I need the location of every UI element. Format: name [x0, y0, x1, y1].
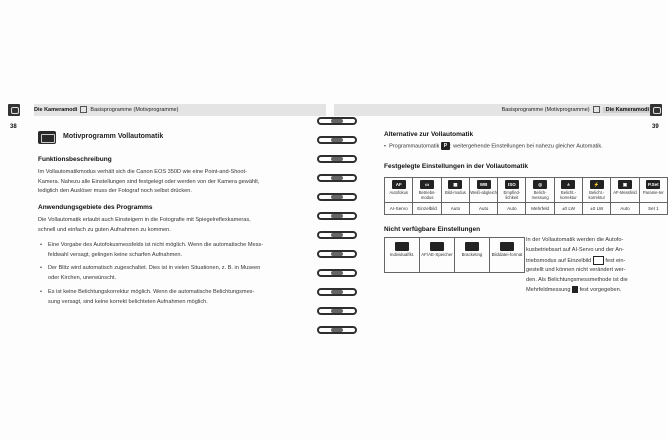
table-cell [385, 238, 420, 273]
program-auto-icon: P [441, 142, 450, 150]
af-point-icon: ▣ [618, 180, 632, 189]
bullet-icon: • [384, 143, 390, 150]
text-line [526, 256, 660, 267]
table-cell [526, 178, 554, 203]
text-line: den. Als Belichtungsmessmethode ist die [526, 277, 628, 284]
table-cell: Auto [441, 203, 469, 215]
section-text [38, 216, 323, 235]
section-text [38, 168, 323, 197]
bullet-icon: • [40, 265, 42, 271]
page-title: Motivprogramm Vollautomatik [63, 133, 164, 140]
bracketing-icon [465, 242, 479, 251]
cell-label: AF/AE-Speicher [421, 252, 453, 257]
header-section: Die Kameramodi [603, 107, 652, 113]
table-cell: AI-Servo [385, 203, 413, 215]
text-line: oder Kirchen, unerwünscht. [48, 274, 117, 281]
section-heading: Alternative zur Vollautomatik [384, 131, 474, 138]
section-heading: Nicht verfügbare Einstellungen [384, 226, 481, 233]
table-cell [583, 178, 611, 203]
section-heading: Festgelegte Einstellungen in der Vollautomatik [384, 163, 528, 170]
text-line: Der Blitz wird automatisch zugeschaltet. Dies ist in vielen Situationen, z. B. in Museen [48, 265, 261, 271]
table-cell: Mehrfeld [526, 203, 554, 215]
bullet-icon: • [40, 289, 42, 295]
square-icon [593, 106, 600, 113]
cell-label: AF-Messfeld [613, 190, 637, 195]
section-heading: Funktionsbeschreibung [38, 156, 112, 163]
ae-lock-icon [430, 242, 444, 251]
text-line: schnell und einfach zu guten Aufnahmen zu kommen. [38, 226, 171, 233]
text-span: fest vorgegeben. [579, 286, 622, 293]
right-page [334, 0, 668, 440]
table-cell [490, 238, 525, 273]
table-row [385, 203, 668, 215]
bullet-item [40, 264, 324, 283]
header-sub: Basisprogramme (Motivprogramme) [90, 107, 179, 113]
table-cell: Einzelbild [413, 203, 441, 215]
table-cell: Auto [498, 203, 526, 215]
spiral-ring [317, 136, 357, 146]
spiral-ring [317, 307, 357, 317]
spiral-ring [317, 250, 357, 260]
cell-label: Empfind-lichkeit [503, 190, 521, 200]
header-sub: Basisprogramme (Motivprogramme) [501, 107, 590, 113]
text-line: feldwahl versagt, gelingen keine scharfen Aufnahmen. [48, 251, 183, 258]
header-section: Die Kameramodi [34, 107, 78, 113]
table-cell: Set 1 [639, 203, 667, 215]
spiral-ring [317, 326, 357, 336]
text-line: Kamera. Nahezu alle Einstellungen sind festgelegt oder werden von der Kamera gewählt, [38, 178, 260, 185]
bullet-item [40, 288, 324, 307]
table-cell [420, 238, 455, 273]
note-text [526, 236, 660, 296]
custom-function-icon [395, 242, 409, 251]
table-cell [639, 178, 667, 203]
text-line: kusbetriebsart auf AI-Servo und der An- [526, 246, 624, 253]
text-line: gestellt und können nicht verändert wer- [526, 267, 626, 274]
text-line: Im Vollautomatikmodus verhält sich die Canon EOS 350D wie eine Point-and-Shoot- [38, 169, 247, 175]
cell-label: Bild-modus [444, 190, 466, 195]
alternative-text [384, 142, 664, 152]
cell-label: Weiß-abgleich [470, 190, 497, 195]
table-cell [554, 178, 582, 203]
evaluative-metering-icon [572, 286, 578, 293]
text-line: lediglich den Auslöser muss der Fotograf noch selbst drücken. [38, 188, 192, 194]
text-line: Es ist keine Belichtungskorrektur möglich. Wenn die automatische Belichtungsmes- [48, 289, 255, 295]
spiral-ring [317, 269, 357, 279]
metering-icon: ◎ [533, 180, 547, 189]
section-heading: Anwendungsgebiete des Programms [38, 204, 153, 211]
text-line: sung versagt, sind keine korrekt belichteten Aufnahmen möglich. [48, 298, 208, 305]
camera-mode-icon [650, 104, 662, 116]
cell-label: Bracketing [461, 252, 483, 257]
table-cell: Auto [469, 203, 497, 215]
spiral-ring [317, 212, 357, 222]
table-row [385, 238, 525, 273]
unavailable-settings-table [384, 237, 525, 273]
cell-label: Betriebs-modus [418, 190, 436, 200]
spiral-ring [317, 231, 357, 241]
text-line: In der Vollautomatik werden die Autofo- [526, 237, 624, 243]
text-span: fest ein- [605, 257, 626, 264]
drive-mode-icon: ▭ [420, 180, 434, 189]
spiral-ring [317, 174, 357, 184]
page-number-right: 39 [652, 124, 659, 130]
text-line: Eine Vorgabe des Autofokusmessfelds ist nicht möglich. Wenn die automatische Mess- [48, 242, 264, 248]
square-icon [80, 106, 87, 113]
table-cell [498, 178, 526, 203]
autofocus-icon: AF [392, 180, 406, 189]
iso-icon: ISO [505, 180, 519, 189]
table-cell: Auto [611, 203, 639, 215]
text-line: Die Vollautomatik erlaubt auch Einsteigern in die Fotografie mit Spiegelreflexkameras, [38, 217, 251, 223]
white-balance-icon: WB [477, 180, 491, 189]
flash-compensation-icon: ⚡ [590, 180, 604, 189]
text-span: : weitergehende Einstellungen bei nahezu gleicher Automatik. [450, 143, 603, 150]
fixed-settings-table [384, 177, 668, 215]
table-cell [413, 178, 441, 203]
exposure-compensation-icon: ± [561, 180, 575, 189]
cell-label: Bilddatei-format [491, 252, 523, 257]
cell-label: Parame-ter [642, 190, 664, 195]
text-span: Programmautomatik [389, 143, 440, 150]
spiral-ring [317, 117, 357, 127]
text-line [526, 286, 660, 296]
picture-style-icon: ▦ [448, 180, 462, 189]
cell-label: Belicht.-korrektur [560, 190, 577, 200]
cell-label: Belicht.-korrektur [588, 190, 605, 200]
spiral-ring [317, 155, 357, 165]
table-cell [469, 178, 497, 203]
table-cell [441, 178, 469, 203]
bullet-item [40, 241, 324, 260]
image-format-icon [500, 242, 514, 251]
table-row [385, 178, 668, 203]
camera-mode-icon [8, 104, 20, 116]
table-cell [385, 178, 413, 203]
table-cell: ±0 LW [583, 203, 611, 215]
text-span: triebsmodus auf Einzelbild [526, 257, 592, 264]
bullet-icon: • [40, 242, 42, 248]
table-cell [611, 178, 639, 203]
table-cell: ±0 LW [554, 203, 582, 215]
page-number-left: 38 [10, 124, 17, 130]
spiral-ring [317, 193, 357, 203]
table-cell [455, 238, 490, 273]
running-header-left [34, 104, 326, 116]
spiral-ring [317, 288, 357, 298]
cell-label: Belich-messung [531, 190, 549, 200]
text-span: Mehrfeldmessung [526, 286, 571, 293]
running-header-right [334, 104, 652, 116]
cell-label: Individualfkt. [389, 252, 415, 257]
parameter-icon: P.Set [647, 182, 659, 187]
full-auto-icon [38, 131, 56, 144]
cell-label: Autofokus [389, 190, 409, 195]
single-shot-icon [593, 256, 604, 265]
